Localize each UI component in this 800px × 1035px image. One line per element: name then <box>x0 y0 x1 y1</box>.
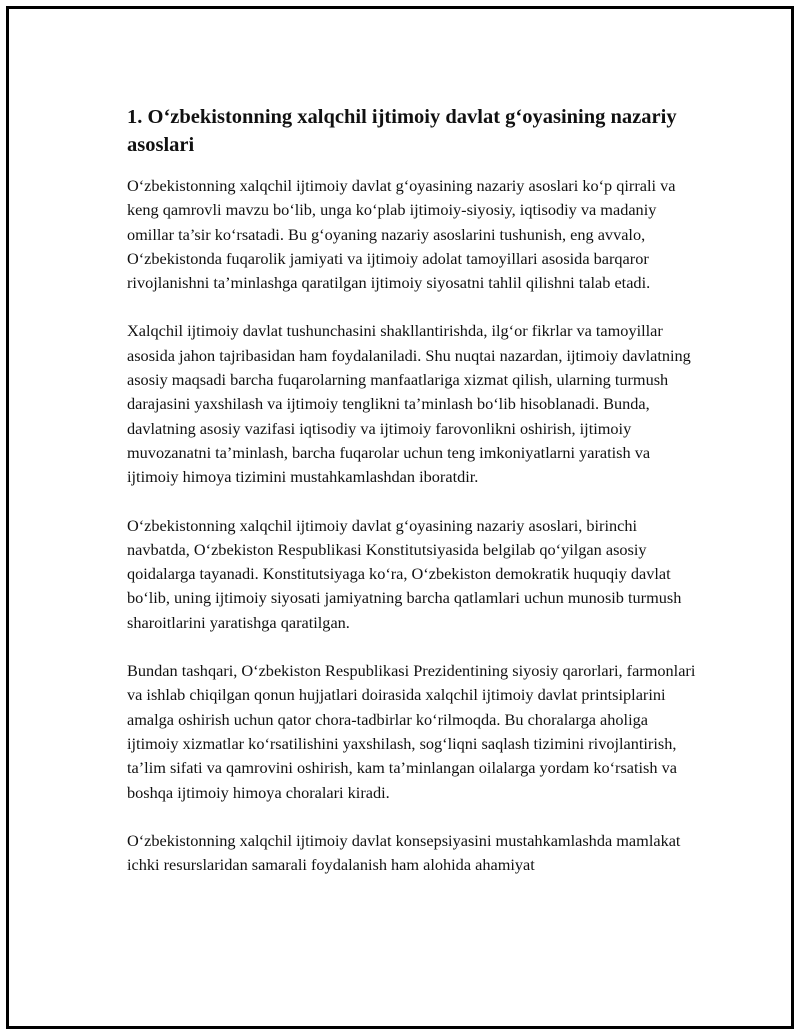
paragraph-5: O‘zbekistonning xalqchil ijtimoiy davlat konsepsiyasini mustahkamlashda mamlakat ichki resurslaridan samarali foydalanish ham alohida ahamiyat <box>127 830 681 875</box>
page-border <box>6 6 794 1029</box>
paragraph-4: Bundan tashqari, O‘zbekiston Respublikasi Prezidentining siyosiy qarorlari, farmonlari va ishlab chiqilgan qonun hujjatlari doirasida xalqchil ijtimoiy davlat printsiplarini amalga oshirish uchun qator chora-tadbirlar ko‘rilmoqda. Bu choralarga aholiga ijtimoiy xizmatlar ko‘rsatilishini yaxshilash, sog‘liqni saqlash tizimini rivojlantirish, ta’lim sifati va qamrovini oshirish, kam ta’minlangan oilalarga yordam ko‘rsatish va boshqa ijtimoiy himoya choralari kiradi. <box>127 661 696 802</box>
section-title: 1. O‘zbekistonning xalqchil ijtimoiy davlat g‘oyasining nazariy asoslari <box>127 106 677 156</box>
paragraph-3: O‘zbekistonning xalqchil ijtimoiy davlat g‘oyasining nazariy asoslari, birinchi navbatda, O‘zbekiston Respublikasi Konstitutsiyasida belgilab qo‘yilgan asosiy qoidalarga tayanadi. Konstitutsiyaga ko‘ra, O‘zbekiston demokratik huquqiy davlat bo‘lib, uning ijtimoiy siyosati jamiyatning barcha qatlamlari uchun munosib turmush sharoitlarini yaratishga qaratilgan. <box>127 515 682 632</box>
document-body <box>127 103 697 877</box>
paragraph-2: Xalqchil ijtimoiy davlat tushunchasini shakllantirishda, ilg‘or fikrlar va tamoyillar asosida jahon tajribasidan ham foydalaniladi. Shu nuqtai nazardan, ijtimoiy davlatning asosiy maqsadi barcha fuqarolarning manfaatlariga xizmat qilish, ularning turmush darajasini yaxshilash va ijtimoiy tenglikni ta’minlash bo‘lib hisoblanadi. Bunda, davlatning asosiy vazifasi iqtisodiy va ijtimoiy farovonlikni oshirish, ijtimoiy muvozanatni ta’minlash, barcha fuqarolar uchun teng imkoniyatlarni yaratish va ijtimoiy himoya tizimini mustahkamlashdan iboratdir. <box>127 321 691 487</box>
paragraph-1: O‘zbekistonning xalqchil ijtimoiy davlat g‘oyasining nazariy asoslari ko‘p qirrali va keng qamrovli mavzu bo‘lib, unga ko‘plab ijtimoiy-siyosiy, iqtisodiy va madaniy omillar ta’sir ko‘rsatadi. Bu g‘oyaning nazariy asoslarini tushunish, eng avvalo, O‘zbekistonda fuqarolik jamiyati va ijtimoiy adolat tamoyillari asosida barqaror rivojlanishni ta’minlashga qaratilgan ijtimoiy siyosatni tahlil qilishni talab etadi. <box>127 176 676 293</box>
